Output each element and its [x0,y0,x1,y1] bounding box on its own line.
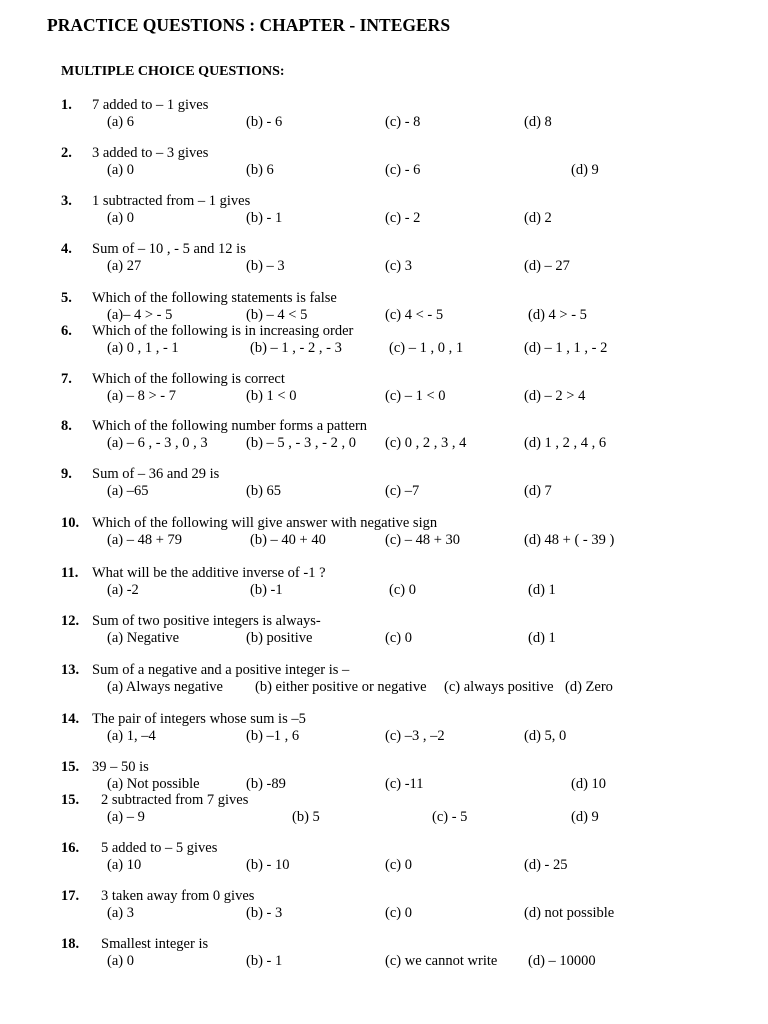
question-text: 3 taken away from 0 gives [101,888,255,904]
answer-option-d: (d) – 27 [524,258,570,274]
question-text: Which of the following is in increasing order [92,323,354,339]
question-text: Which of the following number forms a pattern [92,418,368,434]
answer-option-a: (a) -2 [107,582,139,598]
question-text: Sum of – 10 , - 5 and 12 is [92,241,246,257]
question-item [0,613,768,649]
answer-option-c: (c) 0 [385,630,412,646]
answer-option-b: (b) 5 [292,809,320,825]
question-number: 6. [61,323,72,339]
answer-option-a: (a)– 4 > - 5 [107,307,173,323]
answer-option-c: (c) – 48 + 30 [385,532,461,548]
question-item [0,840,768,876]
answer-option-d: (d) 1 [528,582,556,598]
answer-option-c: (c) –3 , –2 [385,728,445,744]
question-number: 15. [61,759,80,775]
question-text: Which of the following statements is false [92,290,337,306]
question-text: 2 subtracted from 7 gives [101,792,249,808]
answer-option-c: (c) -11 [385,776,424,792]
answer-option-a: (a) Negative [107,630,180,646]
question-item [0,371,768,407]
answer-option-a: (a) – 48 + 79 [107,532,183,548]
answer-option-b: (b) - 10 [246,857,290,873]
answer-option-b: (b) – 4 < 5 [246,307,308,323]
answer-option-d: (d) 10 [571,776,607,792]
answer-option-a: (a) 0 [107,162,134,178]
answer-option-a: (a) 0 [107,953,134,969]
page-title: PRACTICE QUESTIONS : CHAPTER - INTEGERS [47,15,451,35]
answer-option-d: (d) 4 > - 5 [528,307,587,323]
question-text: Sum of a negative and a positive integer is – [92,662,350,678]
question-number: 12. [61,613,80,629]
answer-option-d: (d) - 25 [524,857,568,873]
answer-option-b: (b) -89 [246,776,286,792]
answer-option-b: (b) – 1 , - 2 , - 3 [250,340,342,356]
question-item [0,759,768,795]
answer-option-a: (a) 3 [107,905,134,921]
question-number: 17. [61,888,80,904]
answer-option-a: (a) 6 [107,114,134,130]
answer-option-a: (a) 1, –4 [107,728,156,744]
answer-option-b: (b) - 1 [246,210,283,226]
question-number: 8. [61,418,72,434]
question-text: Which of the following is correct [92,371,285,387]
question-number: 4. [61,241,72,257]
answer-option-c: (c) 0 [385,857,412,873]
section-heading: MULTIPLE CHOICE QUESTIONS: [61,64,285,79]
question-number: 7. [61,371,72,387]
answer-option-c: (c) 0 [385,905,412,921]
answer-option-b: (b) –1 , 6 [246,728,300,744]
question-text: 3 added to – 3 gives [92,145,209,161]
answer-option-a: (a) 0 [107,210,134,226]
answer-option-b: (b) – 5 , - 3 , - 2 , 0 [246,435,356,451]
answer-option-c: (c) –7 [385,483,420,499]
question-text: What will be the additive inverse of -1 ? [92,565,326,581]
question-number: 2. [61,145,72,161]
answer-option-d: (d) 2 [524,210,552,226]
question-text: 7 added to – 1 gives [92,97,209,113]
question-text: Which of the following will give answer with negative sign [92,515,438,531]
question-text: 39 – 50 is [92,759,149,775]
question-item [0,792,768,828]
answer-option-c: (c) 0 [389,582,416,598]
question-item [0,936,768,972]
answer-option-c: (c) - 6 [385,162,421,178]
question-number: 13. [61,662,80,678]
answer-option-b: (b) – 3 [246,258,285,274]
answer-option-d: (d) not possible [524,905,615,921]
question-text: Sum of two positive integers is always- [92,613,321,629]
question-text: Smallest integer is [101,936,209,952]
question-number: 1. [61,97,72,113]
answer-option-c: (c) – 1 , 0 , 1 [389,340,464,356]
answer-option-d: (d) 8 [524,114,552,130]
answer-option-c: (c) - 2 [385,210,421,226]
answer-option-a: (a) –65 [107,483,149,499]
answer-option-b: (b) -1 [250,582,283,598]
answer-option-b: (b) - 1 [246,953,283,969]
question-text: 5 added to – 5 gives [101,840,218,856]
answer-option-b: (b) positive [246,630,313,646]
answer-option-c: (c) 0 , 2 , 3 , 4 [385,435,467,451]
question-number: 18. [61,936,80,952]
question-number: 10. [61,515,80,531]
question-item [0,145,768,181]
answer-option-a: (a) – 8 > - 7 [107,388,176,404]
question-number: 5. [61,290,72,306]
question-item [0,418,768,454]
question-text: Sum of – 36 and 29 is [92,466,220,482]
question-number: 9. [61,466,72,482]
question-number: 16. [61,840,80,856]
answer-option-a: (a) Always negative [107,679,223,695]
answer-option-d: (d) 1 , 2 , 4 , 6 [524,435,607,451]
answer-option-a: (a) 0 , 1 , - 1 [107,340,179,356]
answer-option-a: (a) Not possible [107,776,200,792]
question-item [0,515,768,551]
answer-option-b: (b) - 3 [246,905,283,921]
question-text: The pair of integers whose sum is –5 [92,711,306,727]
question-number: 11. [61,565,79,581]
question-item [0,888,768,924]
answer-option-d: (d) 9 [571,809,599,825]
answer-option-d: (d) 48 + ( - 39 ) [524,532,615,548]
question-item [0,711,768,747]
question-item [0,193,768,229]
answer-option-c: (c) - 8 [385,114,421,130]
answer-option-c: (c) we cannot write [385,953,498,969]
answer-option-d: (d) 7 [524,483,552,499]
answer-option-a: (a) 10 [107,857,142,873]
answer-option-b: (b) 1 < 0 [246,388,297,404]
answer-option-d: (d) 5, 0 [524,728,567,744]
question-number: 14. [61,711,80,727]
question-item [0,290,768,326]
answer-option-c: (c) - 5 [432,809,468,825]
question-item [0,565,768,601]
answer-option-d: (d) – 2 > 4 [524,388,586,404]
question-number: 3. [61,193,72,209]
answer-option-a: (a) – 6 , - 3 , 0 , 3 [107,435,208,451]
answer-option-d: (d) 9 [571,162,599,178]
answer-option-c: (c) – 1 < 0 [385,388,446,404]
answer-option-b: (b) - 6 [246,114,283,130]
answer-option-b: (b) 6 [246,162,274,178]
question-text: 1 subtracted from – 1 gives [92,193,251,209]
answer-option-d: (d) – 1 , 1 , - 2 [524,340,608,356]
question-number: 15. [61,792,80,808]
answer-option-d: (d) Zero [565,679,613,695]
question-item [0,662,768,698]
answer-option-b: (b) – 40 + 40 [250,532,326,548]
question-item [0,323,768,359]
answer-option-d: (d) 1 [528,630,556,646]
answer-option-c: (c) 4 < - 5 [385,307,444,323]
answer-option-d: (d) – 10000 [528,953,596,969]
answer-option-b: (b) either positive or negative [255,679,427,695]
answer-option-a: (a) – 9 [107,809,145,825]
answer-option-a: (a) 27 [107,258,142,274]
question-item [0,466,768,502]
question-item [0,241,768,277]
answer-option-c: (c) always positive [444,679,554,695]
answer-option-b: (b) 65 [246,483,282,499]
question-item [0,97,768,133]
answer-option-c: (c) 3 [385,258,412,274]
